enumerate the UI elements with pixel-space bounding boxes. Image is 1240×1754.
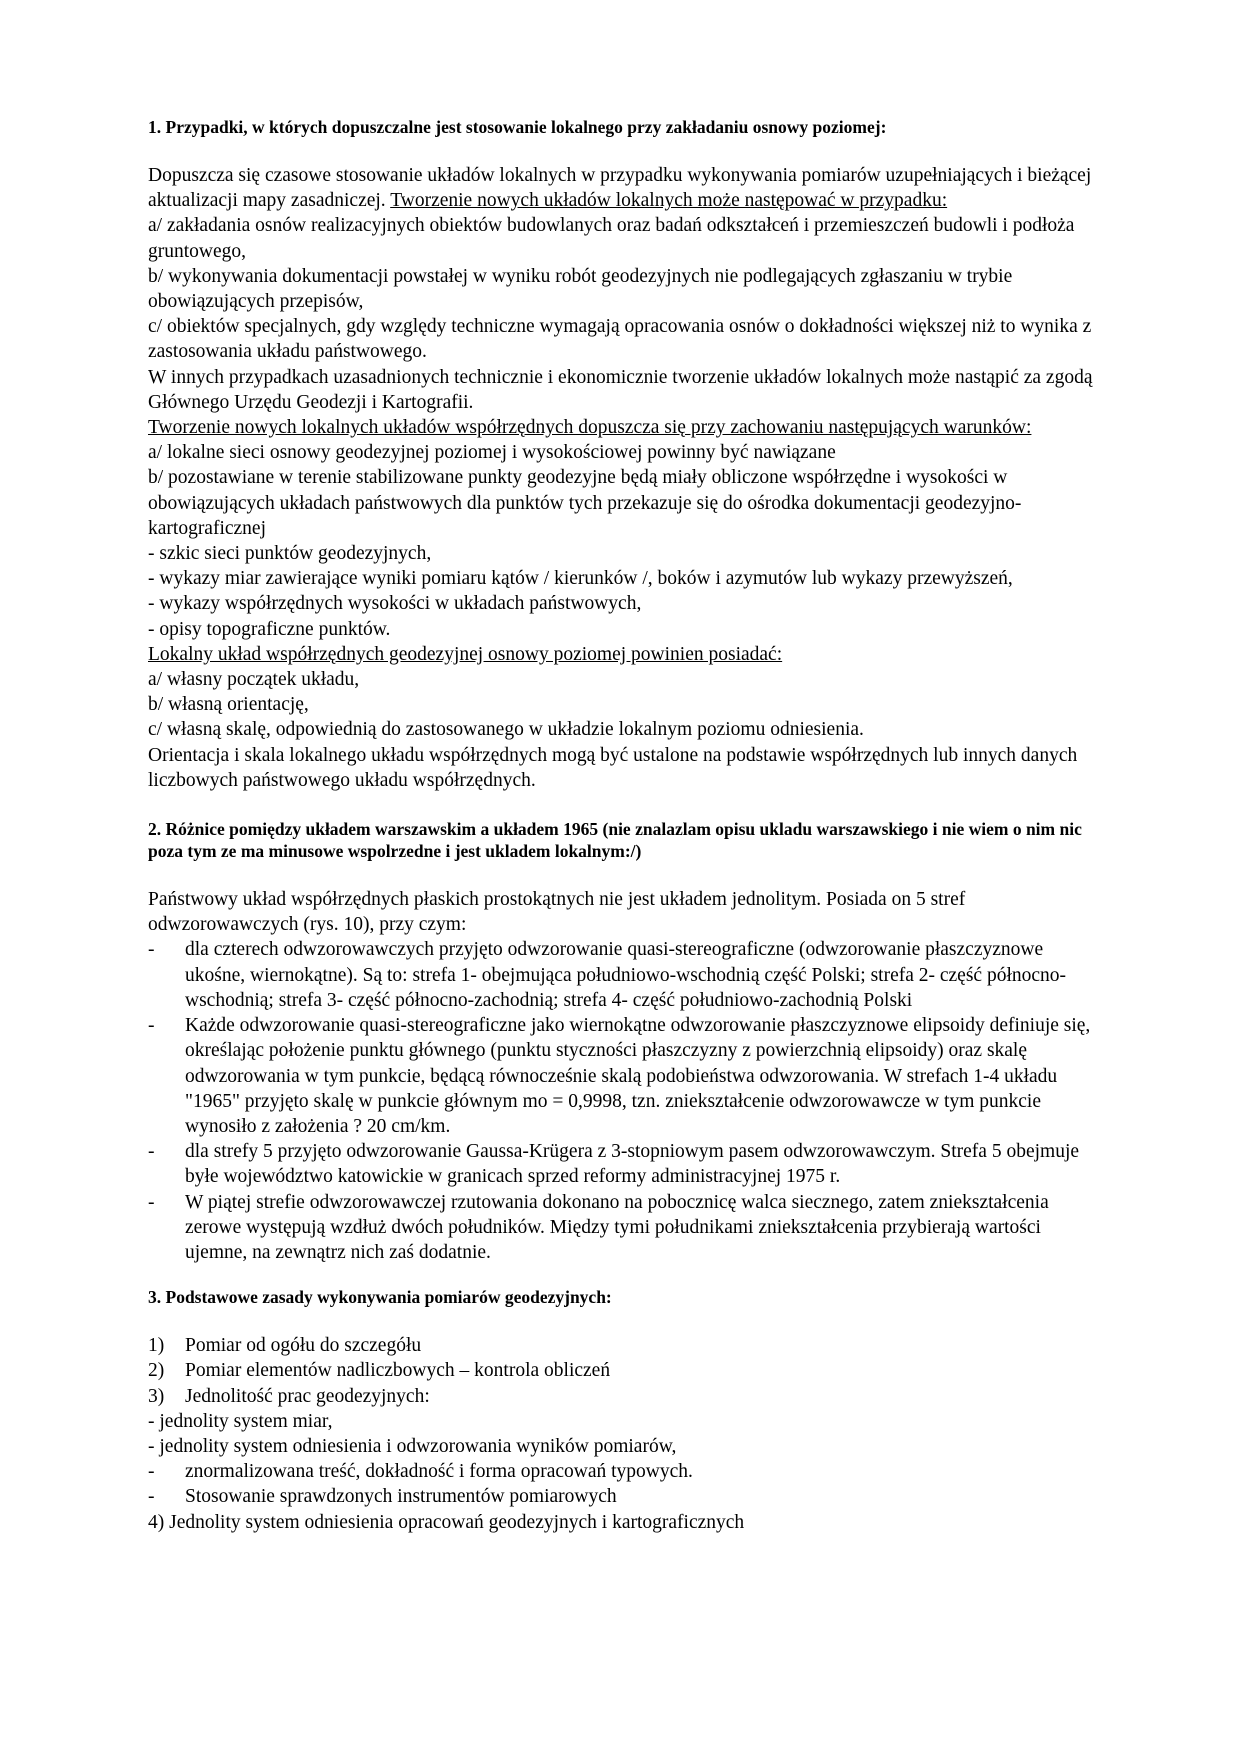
paragraph: Orientacja i skala lokalnego układu współrzędnych mogą być ustalone na podstawie współrzędnych lub innych danych liczbowych państwowego układu współrzędnych.: [148, 744, 1078, 791]
list-item-text: Stosowanie sprawdzonych instrumentów pomiarowych: [185, 1486, 617, 1508]
document-page: [148, 116, 1098, 1535]
list-item-text: znormalizowana treść, dokładność i forma opracowań typowych.: [185, 1461, 693, 1483]
list-item: - jednolity system odniesienia i odwzorowania wyników pomiarów,: [148, 1435, 677, 1457]
list-item: [148, 1190, 1098, 1266]
spacer: [148, 1265, 1098, 1286]
list-number: 1): [148, 1335, 165, 1357]
list-item: c/ własną skalę, odpowiednią do zastosowanego w układzie lokalnym poziomu odniesienia.: [148, 719, 864, 741]
bullet-marker: -: [148, 1191, 155, 1213]
list-item: - wykazy miar zawierające wyniki pomiaru kątów / kierunków /, boków i azymutów lub wykazy przewyższeń,: [148, 568, 1013, 590]
spacer: [148, 138, 1098, 163]
list-item: [148, 1013, 1098, 1139]
list-item: - wykazy współrzędnych wysokości w układach państwowych,: [148, 593, 642, 615]
list-item: b/ pozostawiane w terenie stabilizowane punkty geodezyjne będą miały obliczone współrzędne i wysokości w obowiązujących układach państwowych dla punktów tych przekazuje się do ośrodka dokumentacji geodezyjno-kartograficznej: [148, 467, 1022, 539]
conditions-heading: Tworzenie nowych lokalnych układów współrzędnych dopuszcza się przy zachowaniu następujących warunków:: [148, 417, 1032, 439]
list-item: [148, 1333, 1098, 1358]
paragraph: W innych przypadkach uzasadnionych technicznie i ekonomicznie tworzenie układów lokalnych może nastąpić za zgodą Głównego Urzędu Geodezji i Kartografii.: [148, 366, 1093, 413]
list-item-text: W piątej strefie odwzorowawczej rzutowania dokonano na pobocznicę walca siecznego, zatem zniekształcenia zerowe występują wzdłuż dwóch południków. Między tymi południkami zniekształcenia przybierają wartości ujemne, na zewnątrz nich zaś dodatnie.: [185, 1191, 1049, 1263]
list-item: b/ wykonywania dokumentacji powstałej w wyniku robót geodezyjnych nie podlegających zgłaszaniu w trybie obowiązujących przepisów,: [148, 265, 1013, 313]
bullet-marker: -: [148, 1141, 155, 1163]
list-item: a/ zakładania osnów realizacyjnych obiektów budowlanych oraz badań odkształceń i przemieszczeń budowli i podłoża gruntowego,: [148, 215, 1075, 262]
list-item: [148, 1459, 1098, 1484]
list-number: 3): [148, 1385, 165, 1407]
section-1-intro-underlined: Tworzenie nowych układów lokalnych może następować w przypadku:: [390, 190, 948, 212]
list-item: - opisy topograficzne punktów.: [148, 618, 391, 640]
list-item: 4) Jednolity system odniesienia opracowań geodezyjnych i kartograficznych: [148, 1511, 745, 1533]
section-1-intro: Dopuszcza się czasowe stosowanie układów lokalnych w przypadku wykonywania pomiarów uzupełniających i bieżącej aktualizacji mapy zasadniczej.: [148, 165, 1092, 212]
bullet-marker: -: [148, 1015, 155, 1037]
list-item: [148, 1139, 1098, 1189]
list-item: a/ lokalne sieci osnowy geodezyjnej poziomej i wysokościowej powinny być nawiązane: [148, 442, 836, 464]
list-item-text: Jednolitość prac geodezyjnych:: [185, 1385, 430, 1407]
spacer: [148, 793, 1098, 818]
list-item-text: Każde odwzorowanie quasi-stereograficzne jako wiernokątne odwzorowanie płaszczyznowe elipsoidy definiuje się, określając położenie punktu głównego (punktu styczności płaszczyzny z powierzchnią elipsoidy) oraz skalę odwzorowania w tym punkcie, będącą równocześnie skalą podobieństwa odwzorowania. W strefach 1-4 układu "1965" przyjęto skalę w punkcie głównym mo = 0,9998, tzn. zniekształcenie odwzorowawcze w tym punkcie wynosiło z założenia ? 20 cm/km.: [185, 1015, 1091, 1137]
list-item: b/ własną orientację,: [148, 694, 309, 716]
section-3-heading: 3. Podstawowe zasady wykonywania pomiarów geodezyjnych:: [148, 1287, 612, 1308]
list-item: a/ własny początek układu,: [148, 669, 360, 691]
list-item: c/ obiektów specjalnych, gdy względy techniczne wymagają opracowania osnów o dokładności większej niż to wynika z zastosowania układu państwowego.: [148, 316, 1092, 363]
list-item-text: dla czterech odwzorowawczych przyjęto odwzorowanie quasi-stereograficzne (odwzorowanie płaszczyznowe ukośne, wiernokątne). Są to: strefa 1- obejmująca południowo-wschodnią część Polski; strefa 2- część północno- wschodnią; strefa 3- część północno-zachodnią; strefa 4- część południowo-zachodnią Polski: [185, 939, 1067, 1011]
list-number: 2): [148, 1360, 165, 1382]
bullet-marker: -: [148, 939, 155, 961]
local-system-heading: Lokalny układ współrzędnych geodezyjnej osnowy poziomej powinien posiadać:: [148, 643, 783, 665]
list-item: [148, 1484, 1098, 1509]
spacer: [148, 1308, 1098, 1333]
list-item-text: Pomiar od ogółu do szczegółu: [185, 1335, 422, 1357]
paragraph: Państwowy układ współrzędnych płaskich prostokątnych nie jest układem jednolitym. Posiada on 5 stref odwzorowawczych (rys. 10), przy czym:: [148, 889, 966, 936]
list-item: [148, 1358, 1098, 1383]
list-item: [148, 937, 1098, 1013]
spacer: [148, 862, 1098, 887]
list-item: - jednolity system miar,: [148, 1410, 333, 1432]
bullet-marker: -: [148, 1461, 155, 1483]
section-1-heading: 1. Przypadki, w których dopuszczalne jest stosowanie lokalnego przy zakładaniu osnowy poziomej:: [148, 117, 887, 137]
list-item: - szkic sieci punktów geodezyjnych,: [148, 543, 432, 565]
list-item-text: Pomiar elementów nadliczbowych – kontrola obliczeń: [185, 1360, 611, 1382]
paragraph: [148, 163, 1098, 213]
bullet-marker: -: [148, 1486, 155, 1508]
list-item: [148, 1384, 1098, 1409]
list-item-text: dla strefy 5 przyjęto odwzorowanie Gaussa-Krügera z 3-stopniowym pasem odwzorowawczym. Strefa 5 obejmuje byłe województwo katowickie w granicach sprzed reformy administracyjnej 1975 r.: [185, 1141, 1080, 1188]
section-2-heading: 2. Różnice pomiędzy układem warszawskim a układem 1965 (nie znalazlam opisu ukladu warszawskiego i nie wiem o nim nic poza tym ze ma minusowe wspolrzedne i jest ukladem lokalnym:/): [148, 819, 1082, 862]
